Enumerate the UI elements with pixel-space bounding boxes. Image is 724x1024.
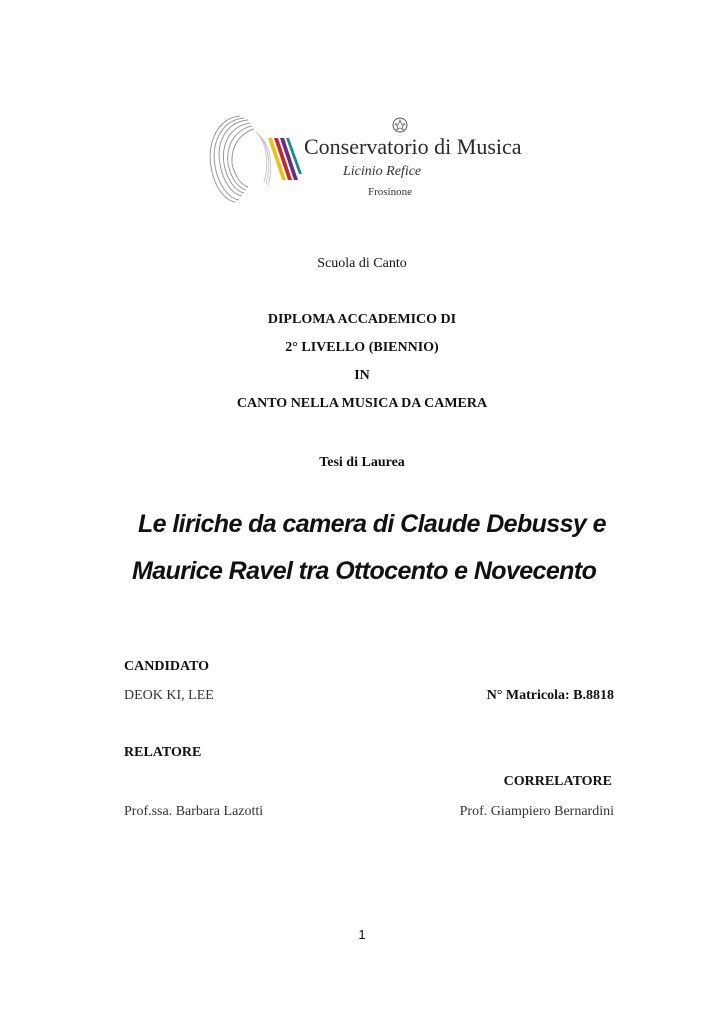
relatore-label: RELATORE bbox=[124, 745, 202, 760]
candidate-name: DEOK KI, LEE bbox=[124, 688, 214, 703]
page-number: 1 bbox=[358, 927, 366, 942]
diploma-line-3: IN bbox=[354, 368, 370, 383]
candidate-label: CANDIDATO bbox=[124, 659, 210, 674]
thesis-title-line-2: Maurice Ravel tra Ottocento e Novecento bbox=[132, 557, 597, 585]
thesis-label: Tesi di Laurea bbox=[319, 455, 405, 470]
relatore-name: Prof.ssa. Barbara Lazotti bbox=[124, 804, 264, 819]
school-name: Scuola di Canto bbox=[317, 256, 407, 271]
correlatore-name: Prof. Giampiero Bernardini bbox=[459, 804, 614, 819]
logo-subtitle: Licinio Refice bbox=[343, 164, 422, 179]
matricola: N° Matricola: B.8818 bbox=[486, 688, 614, 703]
correlatore-label: CORRELATORE bbox=[503, 774, 612, 789]
diploma-line-4: CANTO NELLA MUSICA DA CAMERA bbox=[236, 396, 488, 411]
logo-city: Frosinone bbox=[368, 186, 412, 198]
logo-mark-icon bbox=[208, 112, 304, 204]
diploma-line-1: DIPLOMA ACCADEMICO DI bbox=[267, 312, 457, 327]
conservatory-logo bbox=[208, 112, 522, 204]
diploma-line-2: 2° LIVELLO (BIENNIO) bbox=[285, 340, 439, 355]
republic-seal-icon bbox=[392, 117, 408, 133]
logo-name: Conservatorio di Musica bbox=[304, 134, 522, 159]
thesis-title-line-1: Le liriche da camera di Claude Debussy e bbox=[138, 510, 606, 538]
